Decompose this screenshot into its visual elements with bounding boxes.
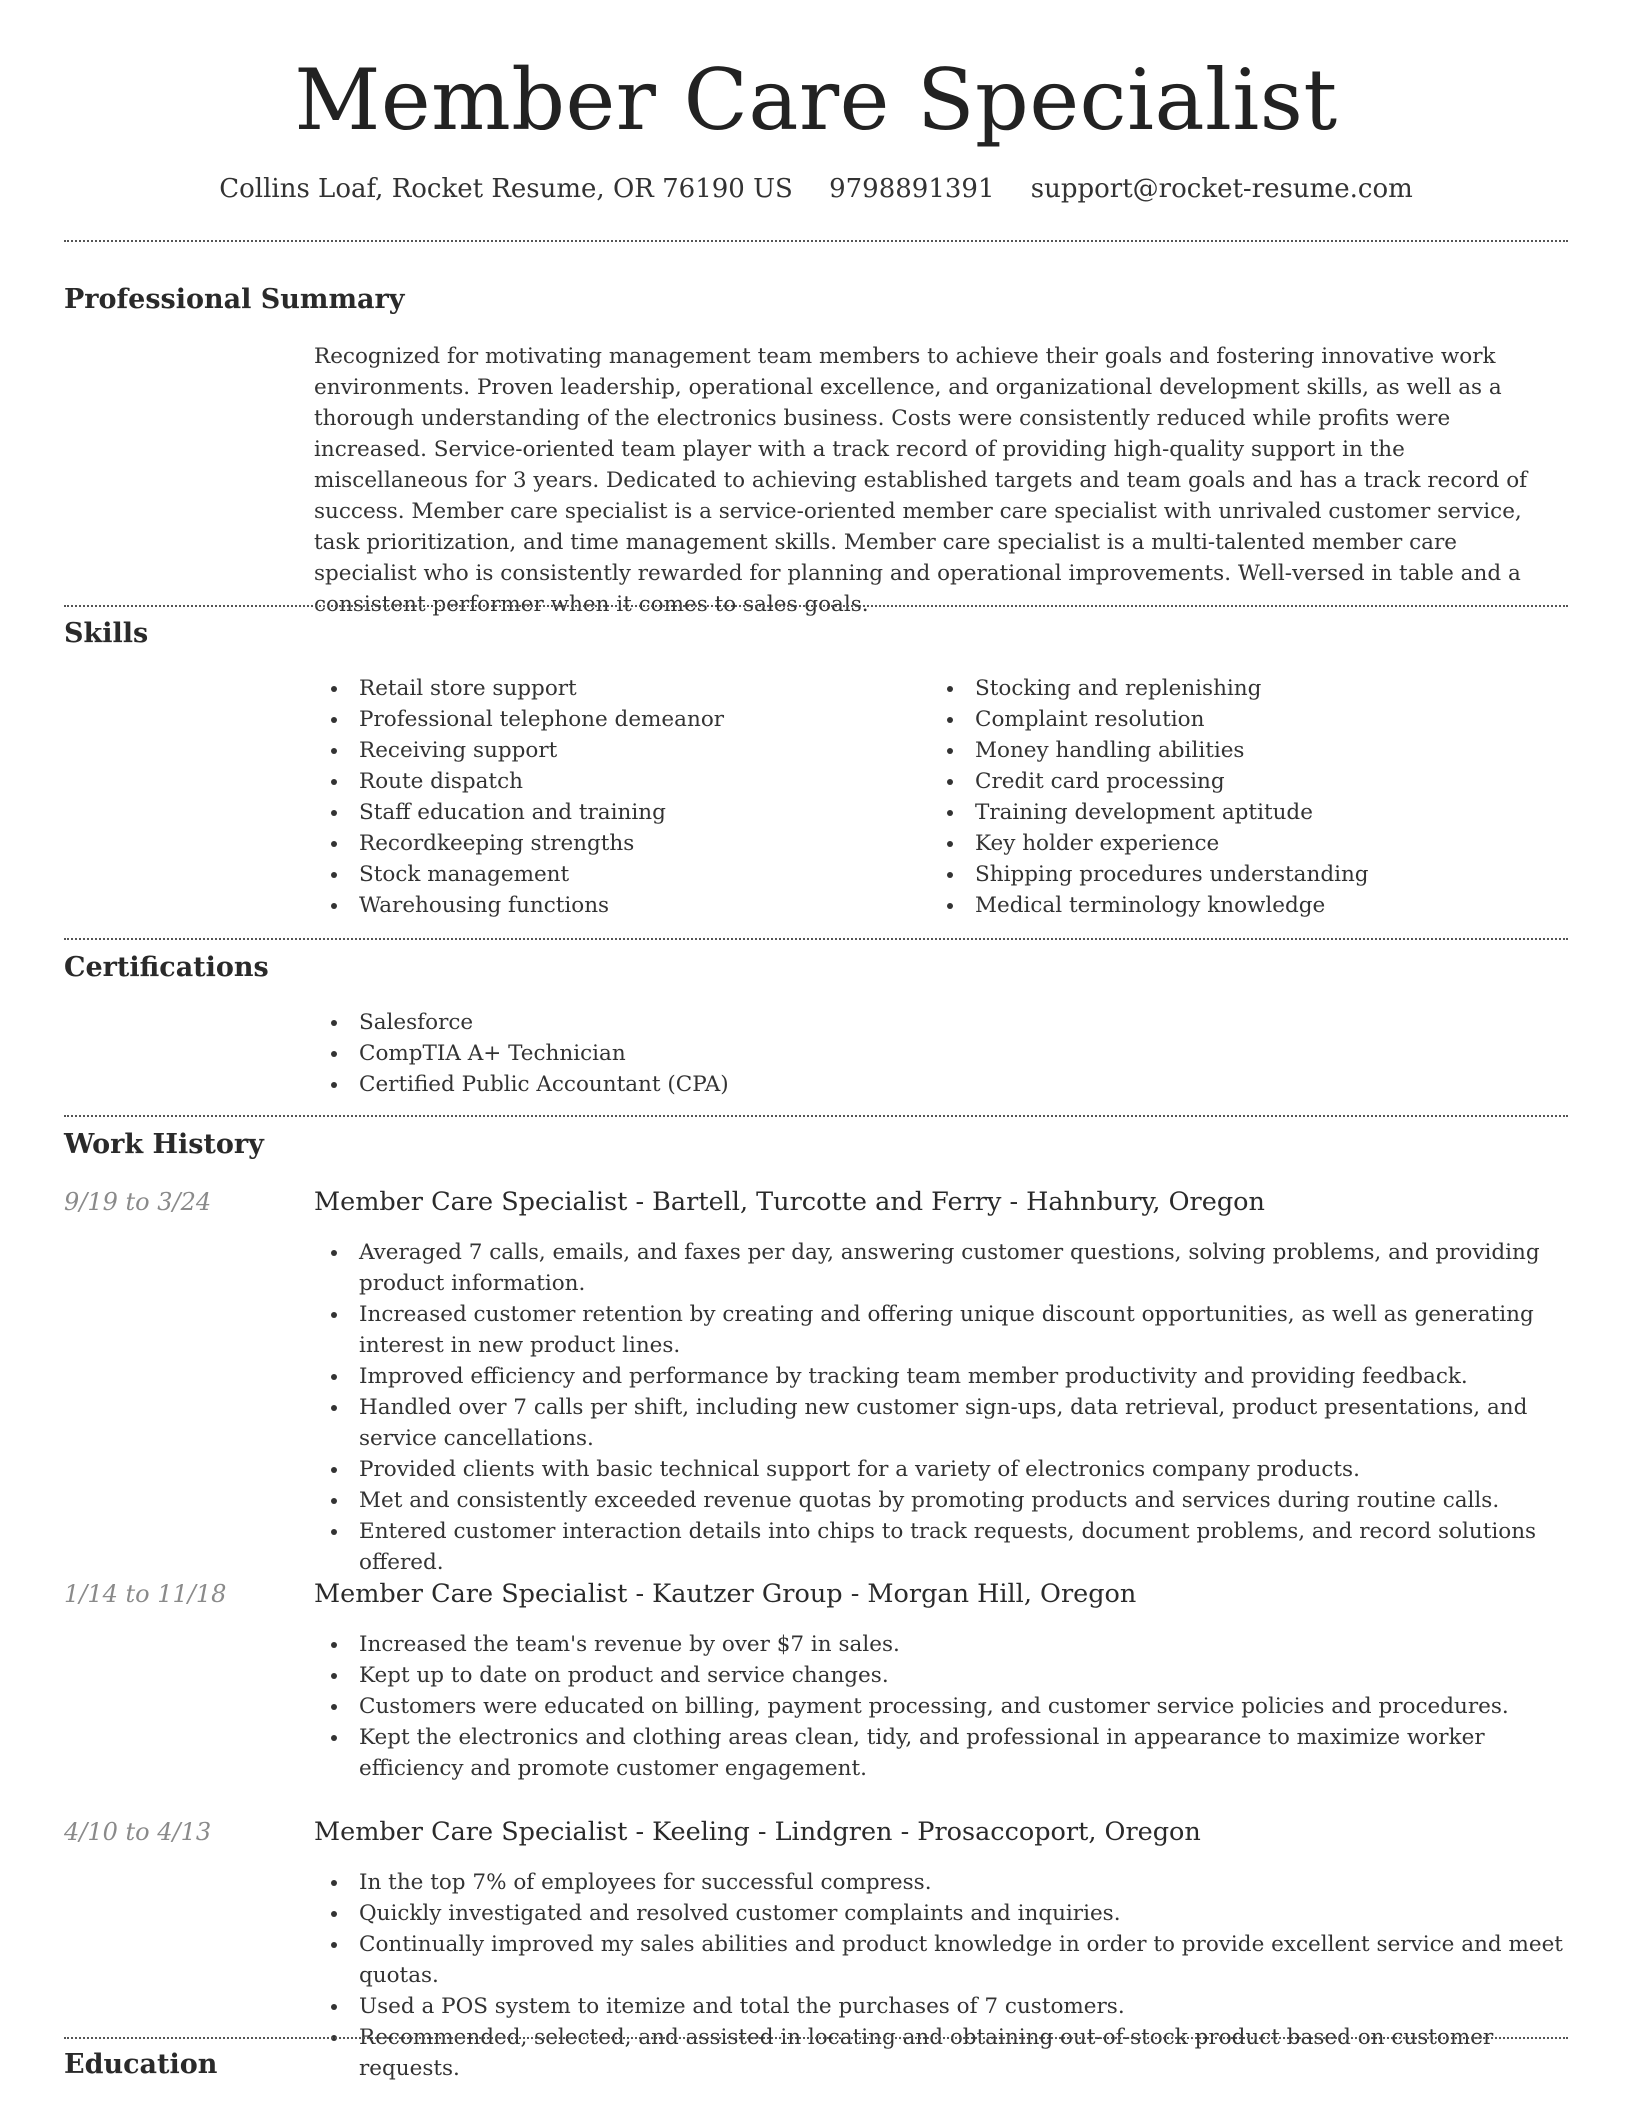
job-bullet: Increased customer retention by creating and offering unique discount opportunities, as well as generating interest in new product lines. [314, 1299, 1564, 1361]
job-bullet: Quickly investigated and resolved customer complaints and inquiries. [314, 1898, 1564, 1929]
job-bullets [314, 1867, 1564, 2084]
job-bullet: Customers were educated on billing, payment processing, and customer service policies and procedures. [314, 1691, 1564, 1722]
job-dates: 4/10 to 4/13 [64, 1818, 212, 1846]
section-title-certifications: Certifications [64, 952, 269, 983]
skill-item: Complaint resolution [930, 704, 1530, 735]
job-bullet: Entered customer interaction details into chips to track requests, document problems, and record solutions offered. [314, 1516, 1564, 1578]
job-heading: Member Care Specialist - Kautzer Group - Morgan Hill, Oregon [314, 1579, 1137, 1609]
section-title-skills: Skills [64, 618, 149, 649]
job-bullet: Used a POS system to itemize and total the purchases of 7 customers. [314, 1991, 1564, 2022]
job-dates: 9/19 to 3/24 [64, 1188, 212, 1216]
job-bullet: Averaged 7 calls, emails, and faxes per day, answering customer questions, solving problems, and providing product information. [314, 1237, 1564, 1299]
skill-item: Money handling abilities [930, 735, 1530, 766]
skill-item: Retail store support [314, 673, 914, 704]
contact-address: Collins Loaf, Rocket Resume, OR 76190 US [219, 174, 793, 204]
contact-line [0, 172, 1632, 206]
divider [64, 938, 1568, 940]
job-bullet: Met and consistently exceeded revenue quotas by promoting products and services during routine calls. [314, 1485, 1564, 1516]
certification-item: CompTIA A+ Technician [314, 1038, 1564, 1069]
skill-item: Staff education and training [314, 797, 914, 828]
job-bullet: Recommended, selected, and assisted in locating and obtaining out-of-stock product based on customer requests. [314, 2022, 1564, 2084]
section-title-work-history: Work History [64, 1129, 264, 1160]
skill-item: Warehousing functions [314, 890, 914, 921]
contact-phone: 9798891391 [829, 174, 995, 204]
skill-item: Professional telephone demeanor [314, 704, 914, 735]
job-heading: Member Care Specialist - Keeling - Lindgren - Prosaccoport, Oregon [314, 1817, 1201, 1847]
job-bullets [314, 1237, 1564, 1578]
contact-email: support@rocket-resume.com [1030, 174, 1413, 204]
divider [64, 605, 1568, 607]
skills-list-left [314, 673, 914, 921]
section-title-education: Education [64, 2049, 218, 2080]
skill-item: Training development aptitude [930, 797, 1530, 828]
certifications-list [314, 1007, 1564, 1100]
job-bullet: Increased the team's revenue by over $7 in sales. [314, 1629, 1564, 1660]
skill-item: Stock management [314, 859, 914, 890]
skills-list-right [930, 673, 1530, 921]
skill-item: Stocking and replenishing [930, 673, 1530, 704]
divider [64, 2037, 1568, 2039]
job-bullets [314, 1629, 1564, 1784]
certification-item: Salesforce [314, 1007, 1564, 1038]
job-bullet: In the top 7% of employees for successful compress. [314, 1867, 1564, 1898]
job-bullet: Handled over 7 calls per shift, including new customer sign-ups, data retrieval, product presentations, and service cancellations. [314, 1392, 1564, 1454]
resume-name: Member Care Specialist [294, 51, 1338, 149]
job-bullet: Provided clients with basic technical support for a variety of electronics company products. [314, 1454, 1564, 1485]
skill-item: Recordkeeping strengths [314, 828, 914, 859]
job-dates: 1/14 to 11/18 [64, 1580, 227, 1608]
divider [64, 1115, 1568, 1117]
skill-item: Shipping procedures understanding [930, 859, 1530, 890]
skill-item: Credit card processing [930, 766, 1530, 797]
job-bullet: Improved efficiency and performance by tracking team member productivity and providing feedback. [314, 1361, 1564, 1392]
job-bullet: Kept the electronics and clothing areas clean, tidy, and professional in appearance to maximize worker efficiency and promote customer engagement. [314, 1722, 1564, 1784]
skill-item: Key holder experience [930, 828, 1530, 859]
job-heading: Member Care Specialist - Bartell, Turcotte and Ferry - Hahnbury, Oregon [314, 1187, 1265, 1217]
skill-item: Receiving support [314, 735, 914, 766]
section-title-summary: Professional Summary [64, 284, 405, 315]
job-bullet: Kept up to date on product and service changes. [314, 1660, 1564, 1691]
summary-text: Recognized for motivating management team members to achieve their goals and fostering innovative work environments. Proven leadership, operational excellence, and organizational development skills, as well as a thorough understanding of the electronics business. Costs were consistently reduced while profits were increased. Service-oriented team player with a track record of providing high-quality support in the miscellaneous for 3 years. Dedicated to achieving established targets and team goals and has a track record of success. Member care specialist is a service-oriented member care specialist with unrivaled customer service, task prioritization, and time management skills. Member care specialist is a multi-talented member care specialist who is consistently rewarded for planning and operational improvements. Well-versed in table and a consistent performer when it comes to sales goals. [314, 344, 1528, 617]
skill-item: Route dispatch [314, 766, 914, 797]
job-bullet: Continually improved my sales abilities and product knowledge in order to provide excellent service and meet quotas. [314, 1929, 1564, 1991]
certification-item: Certified Public Accountant (CPA) [314, 1069, 1564, 1100]
skill-item: Medical terminology knowledge [930, 890, 1530, 921]
divider [64, 240, 1568, 242]
